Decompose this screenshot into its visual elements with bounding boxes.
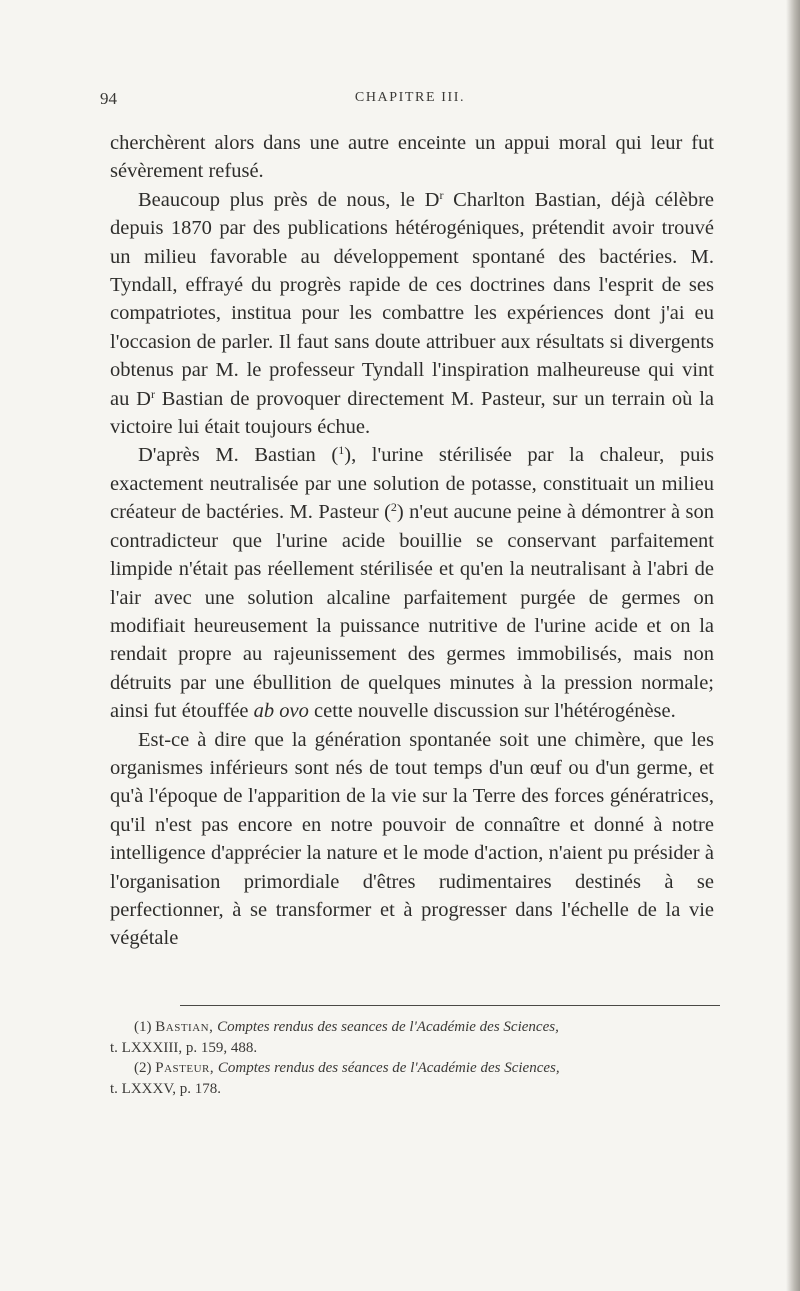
footnote-ref: t. LXXXV, p. 178. [110,1080,221,1097]
footnote-ref-1: 1 [338,443,345,458]
superscript: r [150,386,155,401]
footnote-title: Comptes rendus des seances de l'Académie des Sciences, [217,1019,559,1035]
footnote-1: (1) Bastian, Comptes rendus des seances de l'Académie des Sciences, t. LXXXIII, p. 159, 488. [110,1019,559,1056]
page-header [100,80,720,120]
footnote-author: Bastian, [155,1019,214,1035]
body-text [110,129,714,953]
footnote-2: (2) Pasteur, Comptes rendus des séances de l'Académie des Sciences, t. LXXXV, p. 178. [110,1060,560,1097]
footnotes [110,1017,719,1099]
paragraph-3: D'après M. Bastian ($^1$), l'urine stérilisée par la chaleur, puis exactement neutralisée par une solution de potasse, constituait un milieu créateur de bactéries. M. Pasteur ($^2$) n'eut aucune peine à démontrer à son contradicteur que l'urine acide bouillie se conservant parfaitement limpide n'était pas réellement stérilisée et qu'en la neutralisant à l'abri de l'air avec une solution alcaline parfaitement purgée de germes on modifiait heureusement la puissance nutritive de l'urine acide et on la rendait propre au rajeunissement des germes immobilisés, mais non détruits par une ébullition de quelques minutes à la pression normale; ainsi fut étouffée ab ovo cette nouvelle discussion sur l'hétérogénèse. [110,443,714,723]
footnote-ref-2: 2 [390,500,397,515]
running-head: CHAPITRE III. [354,90,466,105]
footnote-ref: t. LXXXIII, p. 159, 488. [110,1039,258,1056]
page-edge-shadow [786,0,800,1291]
footnote-divider [180,1005,720,1006]
footnote-title: Comptes rendus des séances de l'Académie des Sciences, [217,1060,560,1076]
paragraph-1: cherchèrent alors dans une autre enceinte un appui moral qui leur fut sévèrement refusé. [110,132,714,183]
page-number: 94 [100,89,117,108]
footnote-author: Pasteur, [155,1060,215,1076]
italic-phrase: ab ovo [253,700,309,723]
paragraph-4: Est-ce à dire que la génération spontanée soit une chimère, que les organismes inférieurs sont nés de tout temps d'un œuf ou d'un germe, et qu'à l'époque de l'apparition de la vie sur la Terre des forces génératrices, qu'il n'est pas encore en notre pouvoir de connaître et donné à notre intelligence d'apprécier la nature et le mode d'action, n'aient pu présider à l'organisation primordiale d'êtres rudimentaires destinés à se perfectionner, à se transformer et à progresser dans l'échelle de la vie végétale [110,728,714,950]
superscript: r [439,187,444,202]
paragraph-2: Beaucoup plus près de nous, le $D^r$ Charlton Bastian, déjà célèbre depuis 1870 par des publications hétérogéniques, prétendit avoir trouvé un milieu favorable au développement spontané des bactéries. M. Tyndall, effrayé du progrès rapide de ces doctrines dans l'esprit de ses compatriotes, institua pour les combattre les expériences dont j'ai eu l'occasion de parler. Il faut sans doute attribuer aux résultats si divergents obtenus par M. le professeur Tyndall l'inspiration malheureuse qui vint au $D^r$ Bastian de provoquer directement M. Pasteur, sur un terrain où la victoire lui était toujours échue. [110,187,714,439]
